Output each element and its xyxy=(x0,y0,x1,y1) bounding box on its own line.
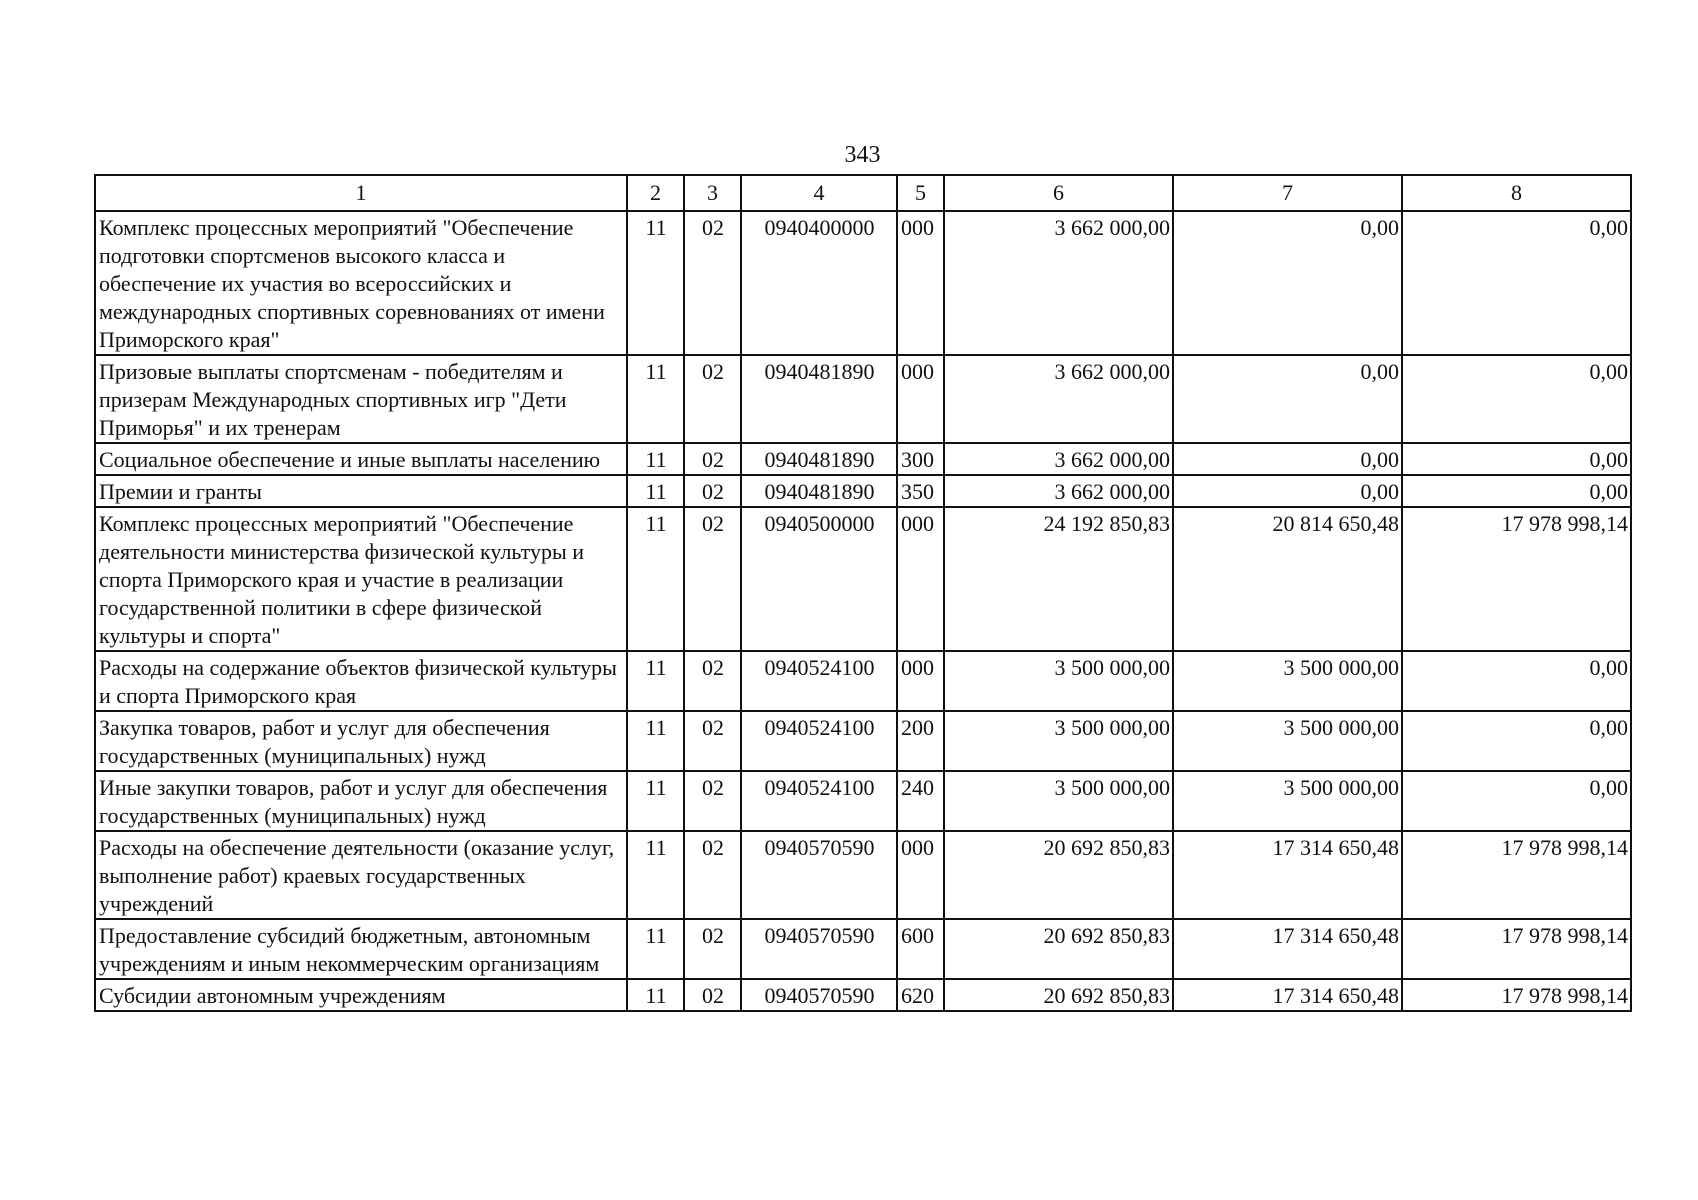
column-header: 1 xyxy=(95,175,627,211)
amount-col-6: 3 662 000,00 xyxy=(944,355,1173,443)
section-code: 11 xyxy=(627,771,684,831)
section-code: 11 xyxy=(627,211,684,355)
column-header: 6 xyxy=(944,175,1173,211)
section-code: 11 xyxy=(627,651,684,711)
amount-col-7: 17 314 650,48 xyxy=(1173,831,1402,919)
amount-col-8: 0,00 xyxy=(1402,211,1631,355)
subsection-code: 02 xyxy=(684,355,741,443)
section-code: 11 xyxy=(627,919,684,979)
section-code: 11 xyxy=(627,711,684,771)
table-row xyxy=(95,355,1631,443)
column-header: 4 xyxy=(741,175,897,211)
table-row xyxy=(95,771,1631,831)
amount-col-8: 0,00 xyxy=(1402,711,1631,771)
target-article-code: 0940524100 xyxy=(741,711,897,771)
expense-type-code: 620 xyxy=(897,979,944,1011)
expense-type-code: 000 xyxy=(897,507,944,651)
table-row xyxy=(95,711,1631,771)
expense-name: Комплекс процессных мероприятий "Обеспечение деятельности министерства физической культуры и спорта Приморского края и участие в реализации государственной политики в сфере физической культуры и спорта" xyxy=(95,507,627,651)
amount-col-7: 0,00 xyxy=(1173,475,1402,507)
target-article-code: 0940570590 xyxy=(741,831,897,919)
subsection-code: 02 xyxy=(684,443,741,475)
column-header: 5 xyxy=(897,175,944,211)
subsection-code: 02 xyxy=(684,831,741,919)
target-article-code: 0940481890 xyxy=(741,355,897,443)
table-row xyxy=(95,507,1631,651)
expense-name: Субсидии автономным учреждениям xyxy=(95,979,627,1011)
table-row xyxy=(95,443,1631,475)
amount-col-7: 3 500 000,00 xyxy=(1173,651,1402,711)
table-row xyxy=(95,211,1631,355)
table-body xyxy=(95,211,1631,1011)
target-article-code: 0940481890 xyxy=(741,475,897,507)
expense-name: Предоставление субсидий бюджетным, автономным учреждениям и иным некоммерческим организациям xyxy=(95,919,627,979)
header-row xyxy=(95,175,1631,211)
column-header: 8 xyxy=(1402,175,1631,211)
subsection-code: 02 xyxy=(684,979,741,1011)
amount-col-8: 17 978 998,14 xyxy=(1402,919,1631,979)
subsection-code: 02 xyxy=(684,475,741,507)
amount-col-6: 24 192 850,83 xyxy=(944,507,1173,651)
amount-col-6: 3 500 000,00 xyxy=(944,771,1173,831)
amount-col-8: 17 978 998,14 xyxy=(1402,507,1631,651)
section-code: 11 xyxy=(627,979,684,1011)
expense-name: Закупка товаров, работ и услуг для обеспечения государственных (муниципальных) нужд xyxy=(95,711,627,771)
target-article-code: 0940400000 xyxy=(741,211,897,355)
amount-col-6: 3 662 000,00 xyxy=(944,475,1173,507)
amount-col-7: 0,00 xyxy=(1173,211,1402,355)
target-article-code: 0940524100 xyxy=(741,771,897,831)
expense-type-code: 240 xyxy=(897,771,944,831)
amount-col-8: 0,00 xyxy=(1402,355,1631,443)
section-code: 11 xyxy=(627,475,684,507)
subsection-code: 02 xyxy=(684,211,741,355)
amount-col-7: 3 500 000,00 xyxy=(1173,771,1402,831)
subsection-code: 02 xyxy=(684,651,741,711)
amount-col-6: 20 692 850,83 xyxy=(944,919,1173,979)
budget-table xyxy=(94,174,1632,1012)
expense-name: Премии и гранты xyxy=(95,475,627,507)
expense-name: Расходы на обеспечение деятельности (оказание услуг, выполнение работ) краевых государственных учреждений xyxy=(95,831,627,919)
amount-col-6: 3 662 000,00 xyxy=(944,211,1173,355)
column-header: 3 xyxy=(684,175,741,211)
column-header: 7 xyxy=(1173,175,1402,211)
expense-type-code: 000 xyxy=(897,355,944,443)
section-code: 11 xyxy=(627,507,684,651)
expense-type-code: 300 xyxy=(897,443,944,475)
page-number: 343 xyxy=(844,142,881,168)
amount-col-6: 3 500 000,00 xyxy=(944,711,1173,771)
table-row xyxy=(95,919,1631,979)
amount-col-7: 17 314 650,48 xyxy=(1173,979,1402,1011)
expense-name: Расходы на содержание объектов физической культуры и спорта Приморского края xyxy=(95,651,627,711)
amount-col-7: 17 314 650,48 xyxy=(1173,919,1402,979)
target-article-code: 0940570590 xyxy=(741,919,897,979)
expense-name: Призовые выплаты спортсменам - победителям и призерам Международных спортивных игр "Дети Приморья" и их тренерам xyxy=(95,355,627,443)
table-row xyxy=(95,831,1631,919)
table-header xyxy=(95,175,1631,211)
section-code: 11 xyxy=(627,831,684,919)
amount-col-8: 0,00 xyxy=(1402,475,1631,507)
target-article-code: 0940500000 xyxy=(741,507,897,651)
amount-col-6: 20 692 850,83 xyxy=(944,831,1173,919)
amount-col-7: 0,00 xyxy=(1173,355,1402,443)
amount-col-8: 17 978 998,14 xyxy=(1402,979,1631,1011)
expense-name: Социальное обеспечение и иные выплаты населению xyxy=(95,443,627,475)
amount-col-6: 20 692 850,83 xyxy=(944,979,1173,1011)
expense-name: Иные закупки товаров, работ и услуг для обеспечения государственных (муниципальных) нужд xyxy=(95,771,627,831)
target-article-code: 0940481890 xyxy=(741,443,897,475)
expense-type-code: 000 xyxy=(897,211,944,355)
subsection-code: 02 xyxy=(684,919,741,979)
expense-type-code: 350 xyxy=(897,475,944,507)
amount-col-7: 0,00 xyxy=(1173,443,1402,475)
amount-col-8: 0,00 xyxy=(1402,443,1631,475)
target-article-code: 0940524100 xyxy=(741,651,897,711)
amount-col-8: 0,00 xyxy=(1402,771,1631,831)
expense-type-code: 200 xyxy=(897,711,944,771)
amount-col-6: 3 500 000,00 xyxy=(944,651,1173,711)
amount-col-7: 20 814 650,48 xyxy=(1173,507,1402,651)
table-row xyxy=(95,475,1631,507)
section-code: 11 xyxy=(627,443,684,475)
expense-name: Комплекс процессных мероприятий "Обеспечение подготовки спортсменов высокого класса и обеспечение их участия во всероссийских и международных спортивных соревнованиях от имени Приморского края" xyxy=(95,211,627,355)
amount-col-6: 3 662 000,00 xyxy=(944,443,1173,475)
expense-type-code: 600 xyxy=(897,919,944,979)
amount-col-7: 3 500 000,00 xyxy=(1173,711,1402,771)
section-code: 11 xyxy=(627,355,684,443)
subsection-code: 02 xyxy=(684,771,741,831)
column-header: 2 xyxy=(627,175,684,211)
table-row xyxy=(95,979,1631,1011)
expense-type-code: 000 xyxy=(897,651,944,711)
target-article-code: 0940570590 xyxy=(741,979,897,1011)
table-row xyxy=(95,651,1631,711)
subsection-code: 02 xyxy=(684,711,741,771)
amount-col-8: 17 978 998,14 xyxy=(1402,831,1631,919)
amount-col-8: 0,00 xyxy=(1402,651,1631,711)
expense-type-code: 000 xyxy=(897,831,944,919)
subsection-code: 02 xyxy=(684,507,741,651)
